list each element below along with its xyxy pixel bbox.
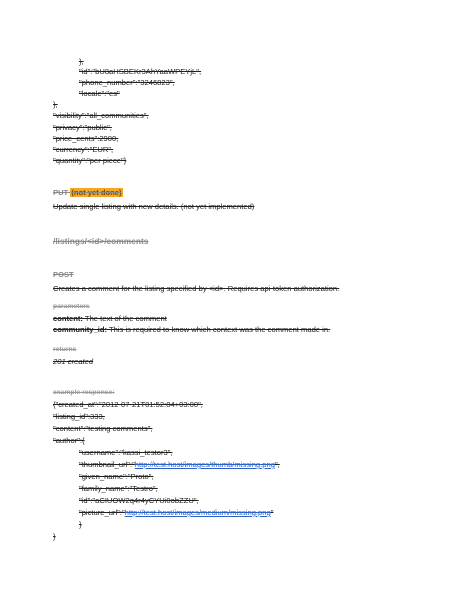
put-description: Update single listing with new details. (not yet implemented) (53, 202, 255, 211)
code-line: {"created_at":"2012-07-21T01:52:04+03:00", (53, 400, 203, 409)
json-punct: " (270, 508, 274, 517)
parameter-community-id (53, 325, 330, 335)
code-line: } (53, 532, 56, 541)
picture-url-link[interactable]: http://test.host/images/medium/missing.png (124, 508, 271, 517)
json-key: "picture_url":" (79, 508, 125, 517)
parameter-name: content: (53, 314, 83, 323)
parameter-description: The text of the comment (82, 314, 167, 323)
parameter-name: community_id: (53, 325, 108, 334)
code-line: "locale":"es" (79, 89, 120, 98)
thumbnail-url-link[interactable]: http://test.host/images/thumb/missing.png (134, 460, 275, 469)
code-line: "username":"kassi_testor3", (79, 448, 173, 457)
code-line: "visibility":"all_communities", (53, 111, 149, 120)
code-line (79, 460, 280, 470)
code-line: "author":{ (53, 436, 85, 445)
code-line: "currency":"EUR", (53, 145, 114, 154)
json-key: "thumbnail_url":" (79, 460, 135, 469)
code-line: "family_name":"Testro", (79, 484, 158, 493)
code-line: "given_name":"Proto", (79, 472, 154, 481)
code-line: "quantity":"per piece"} (53, 156, 127, 165)
http-method-label: POST (53, 270, 74, 279)
returns-label: returns (53, 346, 77, 353)
code-line: "id":"aCIUOW2q4r4yCYUi0obZZU", (79, 496, 199, 505)
parameter-description: This is required to know which context was the comment made in. (107, 325, 331, 334)
returns-value: 201 created (53, 357, 94, 366)
example-response-label: example response: (53, 389, 115, 396)
json-punct: ", (274, 460, 280, 469)
code-line: "price_cents":2900, (53, 134, 119, 143)
code-line: "privacy":"public", (53, 123, 112, 132)
parameters-label: parameters (53, 303, 90, 310)
not-done-badge: (not yet done) (71, 188, 122, 197)
http-method-label: PUT (53, 188, 69, 197)
code-line: "content":"testing comments", (53, 424, 153, 433)
code-line: "id":"bU8aHSBEKr3AhYaaWPEYjL", (79, 67, 202, 76)
code-line: "listing_id":333, (53, 412, 105, 421)
parameter-content (53, 314, 167, 324)
code-line: }, (79, 57, 84, 66)
code-line: "phone_number":"3246823", (79, 78, 175, 87)
code-line: }, (53, 100, 58, 109)
code-line (79, 508, 273, 518)
put-heading (53, 188, 123, 198)
code-line: } (79, 520, 82, 529)
endpoint-description: Creates a comment for the listing specified by <id>. Requires api-token authorization. (53, 284, 340, 293)
endpoint-path-heading: /listings/<id>/comments (53, 236, 149, 246)
